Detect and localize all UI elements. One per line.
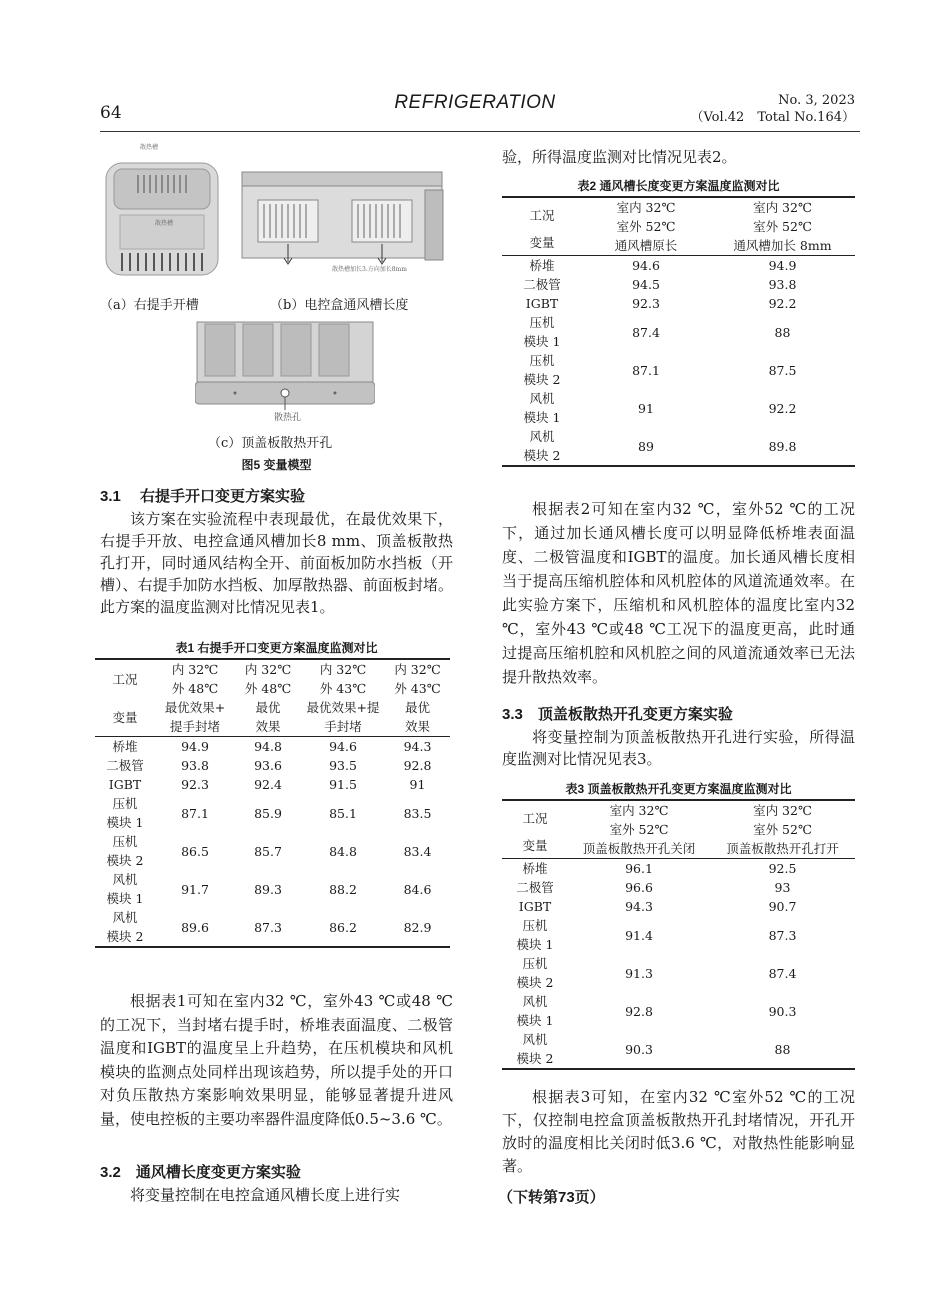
section-3-2-paragraph-start: 将变量控制在电控盒通风槽长度上进行实 [130,1186,401,1204]
table-cell: 84.8 [329,843,357,859]
row-label: 模块 1 [106,891,144,906]
table-cell: 94.6 [301,737,385,757]
table-row [502,427,855,466]
table-cell: 93.6 [254,758,282,773]
table-cell: 89 [582,427,710,466]
table-1-header-cell: 最优 [404,700,430,715]
row-label: 风机 [112,872,138,887]
table-3-header-cell: 室外 52℃ [753,822,812,837]
figure-5c-cover-hole-image [195,320,375,420]
table-cell: 91 [638,400,654,416]
section-3-2-heading: 3.2 通风槽长度变更方案实验 [100,1164,301,1181]
table-row [95,794,450,832]
table-1-header-label: 工况 [95,659,155,698]
table-cell: 87.3 [768,927,797,943]
table-cell: 87.3 [235,908,301,947]
table-cell: 92.3 [632,296,660,311]
row-label: 压机 [522,956,548,971]
figure-5b-caption: （b）电控盒通风槽长度 [270,298,409,313]
table-cell: 92.2 [768,296,797,311]
figure-5a-label-mid: 散热槽 [155,220,174,227]
table-3-header-cell: 室外 52℃ [609,822,669,837]
issue-info [690,92,855,126]
table-cell: 91.3 [625,965,653,981]
table-1-header-cell: 手封堵 [324,719,362,734]
section-3-3-heading: 3.3 顶盖板散热开孔变更方案实验 [502,706,733,723]
table-cell: 85.1 [329,805,357,821]
table-1-header-cell: 最优效果+ [164,700,226,715]
figure-5a-label-top: 散热槽 [140,144,159,151]
row-label: 模块 2 [516,975,554,990]
row-label: 压机 [112,834,138,849]
table-1-header-label: 变量 [112,709,138,725]
table-cell: 91.7 [181,881,209,897]
row-label: 压机 [529,315,555,330]
table-cell: 90.3 [568,1030,710,1069]
row-label: 压机 [522,918,548,933]
table-cell: 91.4 [625,927,653,943]
table-3-header-label: 工况 [522,810,548,826]
row-label: 风机 [522,994,548,1009]
table-2-header-label: 变量 [529,234,555,250]
table-cell: 96.6 [625,880,653,895]
page-number: 64 [100,103,122,123]
table-cell: 90.3 [768,1003,797,1019]
table-1-header-cell: 效果 [404,719,430,734]
table-cell: 82.9 [385,908,450,947]
table-row [95,832,450,870]
row-label: 压机 [529,353,555,368]
section-3-1-heading: 3.1 右提手开口变更方案实验 [100,488,306,505]
table-1-header-row-1 [95,659,450,698]
row-label: 二极管 [523,277,561,292]
row-label: 桥堆 [95,737,155,757]
table-cell: 91 [409,777,426,792]
table-cell: 84.6 [403,881,432,897]
table-row [502,275,855,294]
row-label: 二极管 [106,758,144,773]
row-label: 模块 2 [516,1051,554,1066]
row-label: 二极管 [516,880,554,895]
table-cell: 86.2 [301,908,385,947]
table-row [95,870,450,908]
table-row [502,294,855,313]
row-label: 模块 2 [106,853,144,868]
table-cell: 85.7 [254,843,282,859]
section-3-3-paragraph: 将变量控制为顶盖板散热开孔进行实验，所得温度监测对比情况见表3。 [502,728,855,768]
table-1-header-cell: 内 32℃ [171,662,219,677]
table-row [502,954,855,992]
table-row [502,389,855,427]
table-cell: 92.3 [181,777,209,792]
row-label: 压机 [112,796,138,811]
table-row [502,313,855,351]
figure-5 [100,140,453,475]
table-cell: 87.5 [768,362,797,378]
table-2-header-cell: 室内 32℃ [753,200,812,215]
continued-note: （下转第73页） [498,1189,605,1206]
table-cell: 96.1 [568,859,710,879]
table-cell: 87.4 [632,324,660,340]
row-label: 风机 [529,429,555,444]
table-cell: 94.3 [385,737,450,757]
table-1-header-cell: 效果 [255,719,281,734]
row-label: 模块 1 [106,815,144,830]
table-cell: 91.5 [329,777,357,792]
row-label: IGBT [525,296,559,311]
table-2-header-cell: 室外 52℃ [616,219,676,234]
table-2-header-cell: 通风槽加长 8mm [733,238,832,253]
table-2-header-label: 工况 [529,207,555,223]
table-cell: 92.5 [710,859,855,879]
table-cell: 89.6 [155,908,235,947]
row-label: IGBT [518,899,552,914]
table-cell: 94.9 [155,737,235,757]
table-cell: 92.2 [768,400,797,416]
table-3-header-cell: 室内 32℃ [753,803,812,818]
row-label: 模块 2 [523,372,561,387]
table-cell: 93.8 [181,758,209,773]
table-row [95,737,450,757]
table-1-header-cell: 外 48℃ [244,681,292,696]
table-row [502,859,855,879]
table-cell: 88 [710,1030,855,1069]
row-label: 模块 1 [516,1013,554,1028]
section-3-2-paragraph-continued: 验，所得温度监测对比情况见表2。 [502,148,737,166]
row-label: 桥堆 [502,859,568,879]
table-cell: 90.7 [768,899,797,914]
table-3-caption: 表3 顶盖板散热开孔变更方案温度监测对比 [565,782,792,796]
table-1-header-row-2 [95,698,450,737]
table-cell: 86.5 [181,843,209,859]
table-cell: 87.1 [181,805,209,821]
table-2-header-cell: 室内 32℃ [616,200,676,215]
table-3-header-cell: 顶盖板散热开孔关闭 [582,841,696,856]
table-cell: 83.4 [403,843,432,859]
table-row [95,756,450,775]
table-1-header-cell: 外 43℃ [319,681,367,696]
row-label: 模块 1 [516,937,554,952]
table-cell: 94.9 [710,256,855,276]
table-cell: 92.8 [625,1003,653,1019]
table-1-header-cell: 外 43℃ [394,681,441,696]
table-cell: 88 [774,324,791,340]
table-cell: 92.4 [254,777,282,792]
row-label: 桥堆 [502,256,582,276]
table-cell: 94.6 [582,256,710,276]
table-cell: 94.8 [235,737,301,757]
table-row [502,256,855,276]
table-row [502,878,855,897]
table-row [502,992,855,1030]
paragraph-after-table-3: 根据表3可知，在室内32 ℃室外52 ℃的工况下，仅控制电控盒顶盖板散热开孔封堵情况，开孔开放时的温度相比关闭时低3.6 ℃，对散热性能影响显著。 [502,1088,855,1175]
table-3-header-row [502,800,855,859]
table-cell: 89.3 [254,881,282,897]
table-cell: 87.4 [768,965,797,981]
table-1-header-cell: 最优 [255,700,281,715]
table-row [95,908,450,947]
figure-5c-hole-label: 散热孔 [274,413,302,423]
volume-info: （Vol.42 Total No.164） [690,110,855,125]
figure-5c-caption: （c）顶盖板散热开孔 [208,436,333,451]
table-cell: 93.5 [329,758,357,773]
header-rule [100,131,860,132]
table-cell: 87.1 [632,362,660,378]
table-cell: 93 [774,880,791,895]
row-label: 风机 [529,391,555,406]
table-cell: 94.5 [632,277,660,292]
table-1-caption: 表1 右提手开口变更方案温度监测对比 [175,641,378,655]
table-row [95,775,450,794]
journal-title: REFRIGERATION [394,92,556,113]
table-cell: 92.8 [403,758,432,773]
row-label: 模块 1 [523,334,561,349]
row-label: IGBT [108,777,142,792]
paragraph-after-table-2: 根据表2可知在室内32 ℃，室外52 ℃的工况下，通过加长通风槽长度可以明显降低桥堆表面温度、二极管温度和IGBT的温度。加长通风槽长度相当于提高压缩机腔体和风机腔体的风道流通效率。在此实验方案下，压缩机和风机腔体的温度比室内32 ℃，室外43 ℃或48 ℃工况下的温度更高，此时通过提高压缩机腔和风机腔之间的风道流通效率已无法提升散热效率。 [502,500,855,686]
table-3-header-cell: 室内 32℃ [609,803,669,818]
row-label: 模块 2 [523,448,561,463]
row-label: 风机 [112,910,138,925]
table-1-header-cell: 内 32℃ [244,662,292,677]
row-label: 模块 1 [523,410,561,425]
paragraph-after-table-1: 根据表1可知在室内32 ℃，室外43 ℃或48 ℃的工况下，当封堵右提手时，桥堆表面温度、二极管温度和IGBT的温度呈上升趋势，在压机模块和风机模块的监测点处同样出现该趋势，所以提手处的开口对负压散热方案影响效果明显，能够显著提升进风量，使电控板的主要功率器件温度降低0.5~3.6 ℃。 [100,992,453,1128]
table-cell: 89.8 [710,427,855,466]
figure-5b-annotation: 散热槽加长3.方向加长8mm [332,266,407,273]
section-3-1-paragraph: 该方案在实验流程中表现最优，在最优效果下，右提手开放、电控盒通风槽加长8 mm、顶盖板散热孔打开，同时通风结构全开、前面板加防水挡板（开槽）、右提手加防水挡板、加厚散热器、前面板封堵。此方案的温度监测对比情况见表1。 [100,510,453,616]
table-row [502,1030,855,1069]
table-cell: 85.9 [254,805,282,821]
table-3-header-label: 变量 [522,837,548,853]
row-label: 风机 [522,1032,548,1047]
table-3 [502,799,855,1070]
table-1 [95,658,450,948]
table-1-header-cell: 内 32℃ [394,662,441,677]
issue-number: No. 3, 2023 [778,93,855,108]
table-2-header-cell: 室外 52℃ [753,219,812,234]
table-2-header-cell: 通风槽原长 [614,238,678,253]
table-1-header-cell: 最优效果+提 [306,700,380,715]
figure-5a-handle-slot-image [100,145,225,280]
table-1-header-cell: 提手封堵 [169,719,220,734]
table-2-caption: 表2 通风槽长度变更方案温度监测对比 [577,179,780,193]
figure-5-caption: 图5 变量模型 [241,458,312,472]
table-2 [502,196,855,467]
table-cell: 83.5 [403,805,432,821]
table-cell: 94.3 [625,899,653,914]
table-row [502,351,855,389]
table-1-header-cell: 内 32℃ [319,662,367,677]
table-2-header-row [502,197,855,256]
table-row [502,897,855,916]
table-cell: 88.2 [329,881,357,897]
table-1-header-cell: 外 48℃ [171,681,219,696]
table-row [502,916,855,954]
table-cell: 93.8 [768,277,797,292]
row-label: 模块 2 [106,929,144,944]
table-3-header-cell: 顶盖板散热开孔打开 [726,841,839,856]
figure-5a-caption: （a）右提手开槽 [100,298,199,313]
